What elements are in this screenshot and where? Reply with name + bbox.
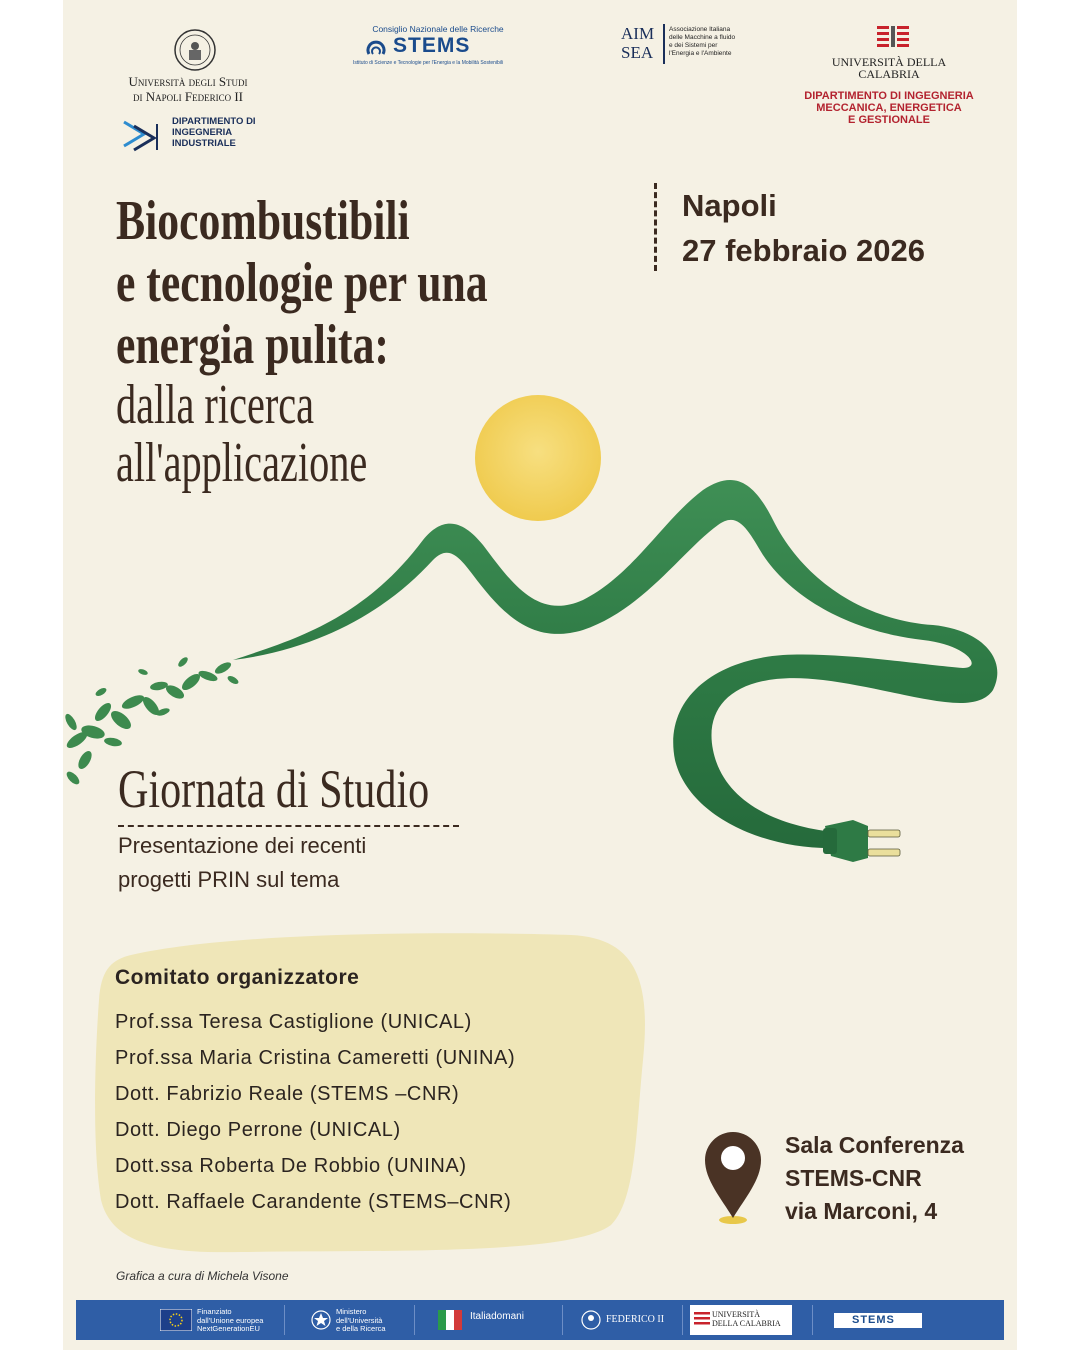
stems-small-label: STEMS	[852, 1314, 895, 1326]
mur-line3: e della Ricerca	[336, 1324, 386, 1333]
footer-unical	[682, 1305, 813, 1335]
unical-small-line2: DELLA CALABRIA	[712, 1318, 781, 1328]
plug-icon	[823, 820, 900, 862]
eu-flag-icon	[160, 1309, 192, 1331]
mur-line1: Ministero	[336, 1307, 367, 1316]
eu-line1: Finanziato	[197, 1307, 232, 1316]
italia-flag-icon	[438, 1308, 464, 1332]
committee-member: Prof.ssa Maria Cristina Cameretti (UNINA)	[115, 1047, 516, 1069]
stems-name: STEMS	[393, 34, 471, 57]
federico-label: FEDERICO II	[606, 1314, 665, 1325]
aimsea-sub1: Associazione Italiana	[669, 26, 731, 33]
footer-stems	[812, 1305, 1004, 1335]
location-pin-icon	[701, 1128, 765, 1228]
poster	[63, 0, 1017, 1350]
eu-line2: dall'Unione europea	[197, 1315, 264, 1325]
date-divider	[654, 183, 657, 271]
unina-seal-small-icon	[580, 1309, 602, 1331]
giornata-heading: Giornata di Studio	[118, 759, 430, 819]
aimsea-word1: AIM	[621, 24, 655, 43]
event-city: Napoli	[682, 188, 777, 223]
presentation-line2: progetti PRIN sul tema	[118, 867, 340, 892]
title-block	[116, 190, 592, 492]
footer-mur	[284, 1305, 415, 1335]
aimsea-sub3: e dei Sistemi per	[669, 42, 718, 49]
aimsea-word2: SEA	[621, 43, 654, 62]
footer-eu	[76, 1305, 285, 1335]
committee-member: Dott. Fabrizio Reale (STEMS –CNR)	[115, 1083, 460, 1105]
event-day: 27 febbraio 2026	[682, 233, 925, 268]
presentation-text	[118, 829, 366, 897]
republic-emblem-icon	[310, 1309, 332, 1331]
unical-small-line1: UNIVERSITÀ	[712, 1310, 760, 1319]
giornata-underline	[118, 825, 459, 827]
dii-line1: DIPARTIMENTO DI	[172, 116, 256, 127]
venue-line1: Sala Conferenza	[785, 1132, 964, 1158]
dii-line3: INDUSTRIALE	[172, 138, 236, 149]
title-line1: Biocombustibili	[116, 190, 410, 252]
unina-name-line2: di Napoli Federico II	[132, 89, 244, 104]
venue-line3: via Marconi, 4	[785, 1198, 938, 1224]
footer-italiadomani	[414, 1305, 563, 1335]
dii-line2: INGEGNERIA	[172, 127, 233, 138]
aimsea-sub2: delle Macchine a fluido	[669, 34, 736, 41]
unical-small-icon	[694, 1312, 710, 1328]
footer-federico	[562, 1305, 683, 1335]
title-line5: all'applicazione	[116, 432, 368, 494]
venue-line2: STEMS-CNR	[785, 1165, 922, 1191]
committee	[115, 966, 515, 1220]
aimsea-sub4: l'Energia e l'Ambiente	[669, 50, 732, 57]
committee-member: Dott. Diego Perrone (UNICAL)	[115, 1119, 401, 1141]
stems-sub: Istituto di Scienze e Tecnologie per l'Energia e la Mobilità Sostenibili	[353, 60, 504, 66]
eu-line3: NextGenerationEU	[197, 1324, 260, 1333]
title-line3: energia pulita:	[116, 314, 389, 376]
title-line4: dalla ricerca	[116, 374, 315, 436]
footer-funding-bar	[76, 1300, 1004, 1340]
title-line2: e tecnologie per una	[116, 252, 488, 314]
committee-member: Prof.ssa Teresa Castiglione (UNICAL)	[115, 1011, 472, 1033]
unina-name-line1: Università degli Studi	[128, 74, 248, 89]
committee-member: Dott. Raffaele Carandente (STEMS–CNR)	[115, 1191, 512, 1213]
unical-line1: UNIVERSITÀ DELLA	[831, 55, 947, 69]
unical-line2: CALABRIA	[858, 67, 920, 81]
graphic-credit: Grafica a cura di Michela Visone	[116, 1269, 289, 1283]
committee-member: Dott.ssa Roberta De Robbio (UNINA)	[115, 1155, 467, 1177]
committee-heading: Comitato organizzatore	[115, 966, 360, 989]
unical-dept1: DIPARTIMENTO DI INGEGNERIA	[804, 90, 974, 102]
unical-dept3: E GESTIONALE	[848, 114, 930, 126]
unical-dept2: MECCANICA, ENERGETICA	[816, 102, 962, 114]
presentation-line1: Presentazione dei recenti	[118, 833, 367, 858]
event-date	[682, 183, 925, 273]
cnr-top-text: Consiglio Nazionale delle Ricerche	[372, 24, 504, 34]
mur-line2: dell'Università	[336, 1315, 383, 1325]
venue	[785, 1129, 964, 1228]
italiadomani-label: Italiadomani	[470, 1311, 524, 1322]
